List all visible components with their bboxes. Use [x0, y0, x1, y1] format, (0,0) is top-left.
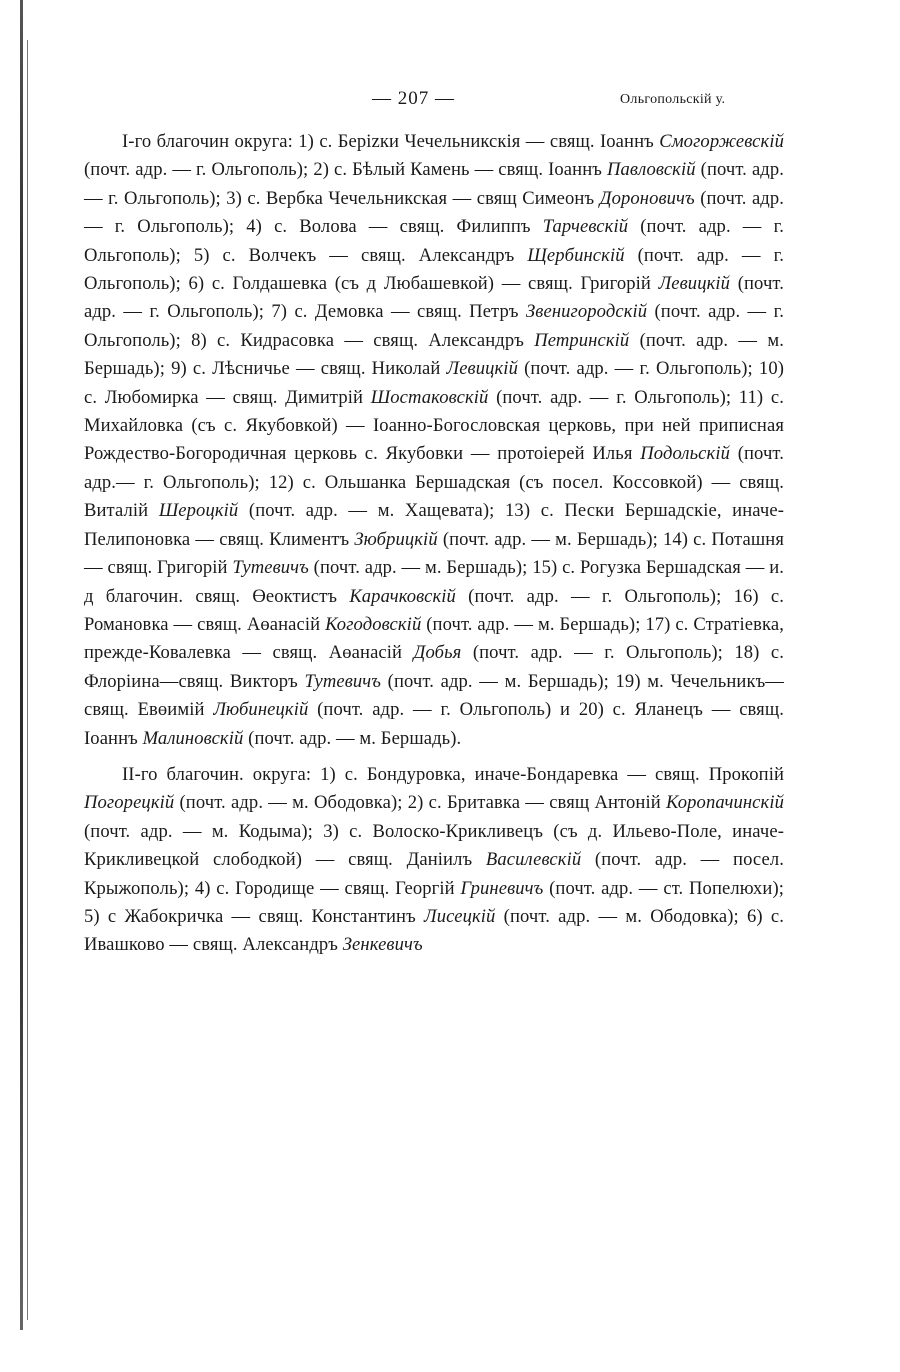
priest-surname: Малиновскій: [142, 727, 244, 749]
deanery-paragraph: [84, 128, 784, 753]
entry-text: (почт. адр. — м. Бершадь); 14) с. Поташня — свящ. Григорій: [84, 528, 784, 579]
entry-text: (почт. адр.— г. Ольгополь); 12) с. Ольшанка Бершадская (съ посел. Коссовкой) — свящ. Виталій: [84, 443, 784, 522]
priest-surname: Гриневичъ: [460, 877, 544, 899]
entry-text: (почт. адр. — м. Бершадь); 15) с. Рогузка Бершадская — и. д благочин. свящ. Өеоктистъ: [84, 557, 784, 607]
priest-surname: Звенигородскій: [525, 301, 648, 323]
priest-surname: Любинецкій: [213, 699, 309, 721]
priest-surname: Коропачинскій: [666, 792, 784, 814]
entry-text: (почт. адр. — м. Бершадь); 9) с. Лѣсничье — свящ. Николай: [84, 329, 784, 380]
entry-text: (почт. адр. — г. Ольгополь); 11) с. Михайловка (съ с. Якубовкой) — Іоанно-Богословская церковь, при ней приписная Рождество-Богородичная церковь с. Якубовки — протоіерей Илья: [84, 386, 784, 465]
priest-surname: Когодовскій: [325, 613, 422, 635]
priest-surname: Тутевичъ: [232, 557, 309, 579]
entry-text: (почт. адр. — посел. Крыжополь); 4) с. Городище — свящ. Георгій: [84, 849, 784, 899]
priest-surname: Подольскій: [640, 443, 730, 465]
priest-surname: Василевскій: [485, 849, 582, 871]
entry-text: (почт. адр. — г. Ольгополь); 16) с. Романовка — свящ. Аөанасій: [84, 585, 784, 635]
entry-text: (почт. адр. — г. Ольгополь); 8) с. Кидрасовка — свящ. Александръ: [84, 301, 784, 351]
page-binding-edge: [20, 0, 23, 1330]
page-binding-line: [27, 40, 28, 1320]
deanery-heading: I-го благочин округа:: [122, 131, 299, 152]
priest-surname: Зенкевичъ: [342, 934, 423, 956]
page-header: [0, 88, 900, 118]
priest-surname: Шероцкій: [158, 500, 239, 522]
entry-text: (почт. адр. — г. Ольгополь); 3) с. Вербка Чечельникская — свящ Симеонъ: [84, 159, 784, 209]
priest-surname: Погорецкій: [84, 792, 175, 814]
entry-text: (почт. адр. — м. Хащевата); 13) с. Пески Бершадскіе, иначе-Пелипоновка — свящ. Климентъ: [84, 500, 784, 550]
priest-surname: Павловскій: [606, 159, 696, 181]
priest-surname: Тутевичъ: [304, 670, 382, 692]
entry-text: (почт. адр. — г. Ольгополь) и 20) с. Яланецъ — свящ. Іоаннъ: [84, 699, 784, 749]
entry-text: (почт. адр. — г. Ольгополь); 4) с. Волова — свящ. Филиппъ: [84, 187, 785, 238]
entry-text: (почт. адр. — ст. Попелюхи); 5) с Жабокричка — свящ. Константинъ: [84, 877, 784, 927]
page-number: — 207 —: [372, 88, 455, 109]
entry-text: (почт. адр. — г. Ольгополь); 2) с. Бѣлый Камень — свящ. Іоаннъ: [84, 159, 607, 181]
priest-surname: Лисецкій: [424, 905, 496, 927]
entry-text: (почт. адр. — м. Кодыма); 3) с. Волоско-Крикливецъ (съ д. Ильево-Поле, иначе-Крикливецкой слободкой) — свящ. Даніилъ: [84, 820, 784, 871]
entry-text: (почт. адр. — г. Ольгополь); 5) с. Волчекъ — свящ. Александръ: [84, 216, 784, 266]
priest-surname: Шостаковскій: [370, 386, 489, 408]
entry-text: (почт. адр. — м. Бершадь); 19) м. Чечельникъ—свящ. Евөимій: [84, 670, 784, 721]
entry-text: (почт. адр. — м. Ободовка); 2) с. Бритавка — свящ Антоній: [174, 792, 667, 814]
deanery-paragraph: [84, 761, 784, 960]
priest-surname: Тарчевскій: [542, 216, 629, 238]
priest-surname: Смогоржевскій: [659, 131, 784, 152]
priest-surname: Щербинскій: [527, 244, 625, 266]
entry-text: 1) с. Бондуровка, иначе-Бондаревка — свящ. Прокопій: [320, 763, 785, 785]
entry-text: (почт. адр. — г. Ольгополь); 18) с. Флоріина—свящ. Викторъ: [84, 642, 784, 692]
priest-surname: Дороновичъ: [599, 187, 695, 209]
priest-surname: Петринскій: [534, 329, 630, 351]
priest-surname: Левицкій: [658, 273, 731, 295]
priest-surname: Зюбрицкій: [354, 528, 438, 550]
running-head: Ольгопольскій у.: [620, 92, 726, 107]
entry-text: (почт. адр. — г. Ольгополь); 6) с. Голдашевка (съ д Любашевкой) — свящ. Григорій: [84, 244, 784, 295]
entry-text: 1) с. Берizки Чечельникскія — свящ. Іоаннъ: [298, 131, 660, 152]
entry-text: (почт. адр. — м. Ободовка); 6) с. Ивашково — свящ. Александръ: [84, 905, 784, 956]
entry-text: (почт. адр. — м. Бершадь); 17) с. Стратіевка, прежде-Ковалевка — свящ. Аөанасій: [84, 613, 784, 664]
priest-surname: Левицкій: [446, 358, 518, 380]
entry-text: (почт. адр. — г. Ольгополь); 10) с. Любомирка — свящ. Димитрій: [84, 358, 785, 408]
entry-text: (почт. адр. — м. Бершадь).: [243, 727, 462, 749]
entry-text: (почт. адр. — г. Ольгополь); 7) с. Демовка — свящ. Петръ: [84, 273, 784, 323]
priest-surname: Добья: [413, 642, 462, 664]
page-body: [84, 128, 784, 960]
deanery-heading: II-го благочин. округа:: [122, 763, 321, 785]
priest-surname: Карачковскій: [349, 585, 456, 607]
